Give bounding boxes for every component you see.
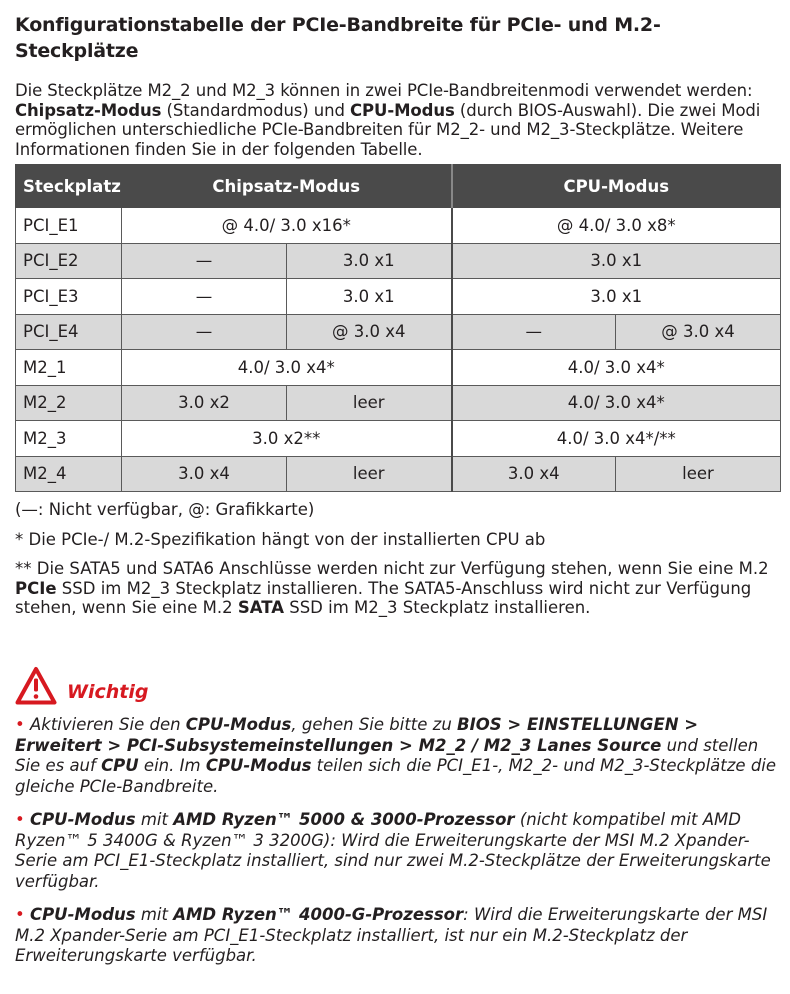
note-bold: PCIe <box>15 578 57 598</box>
cpu-cell: — <box>452 314 616 350</box>
table-row <box>16 279 781 315</box>
bullet-text: , gehen Sie bitte zu <box>291 715 458 734</box>
table-row <box>16 456 781 492</box>
cpu-cell: 3.0 x1 <box>452 279 781 315</box>
cpu-cell: 4.0/ 3.0 x4* <box>452 350 781 386</box>
bullet-dot: • <box>15 905 30 924</box>
bullet-bold: CPU-Modus <box>29 905 136 924</box>
header-cpu-mode: CPU-Modus <box>452 165 781 208</box>
chipset-cell: 3.0 x2 <box>122 385 287 421</box>
page-title: Konfigurationstabelle der PCIe-Bandbreite für PCIe- und M.2-Steckplätze <box>15 14 661 62</box>
bullet-dot: • <box>15 810 30 829</box>
important-title: Wichtig <box>67 681 149 703</box>
table-row <box>16 314 781 350</box>
bullet-text: mit <box>135 905 174 924</box>
chipset-cell: leer <box>287 456 452 492</box>
chipset-cell: 4.0/ 3.0 x4* <box>122 350 452 386</box>
bullet-bold: AMD Ryzen™ 5000 & 3000-Prozessor <box>173 810 515 829</box>
cpu-cell: 3.0 x4 <box>452 456 616 492</box>
important-heading <box>15 664 780 708</box>
table-notes <box>15 500 780 628</box>
header-slot: Steckplatz <box>16 165 122 208</box>
table-row <box>16 208 781 244</box>
bullet-text: (nicht kompatibel mit AMD Ryzen™ 5 3400G & Ryzen™ 3 3200G): Wird die Erweiterungskarte der MSI M.2 Xpander-Serie am PCI_E1-Steckplatz installiert, sind nur zwei M.2-Steckplätze der Erweiterungskarte verfügbar. <box>15 810 771 891</box>
chipset-cell: @ 4.0/ 3.0 x16* <box>122 208 452 244</box>
note-text: SSD im M2_3 Steckplatz installieren. The SATA5-Anschluss wird nicht zur Verfügung stehen, wenn Sie eine M.2 <box>15 578 752 617</box>
cpu-cell: @ 3.0 x4 <box>616 314 781 350</box>
bullet-bold: CPU-Modus <box>29 810 136 829</box>
document-page <box>15 12 780 965</box>
bullet-text: ein. Im <box>138 756 206 775</box>
legend-note: (—: Nicht verfügbar, @: Grafikkarte) <box>15 500 315 519</box>
intro-mode-chipset: Chipsatz-Modus <box>15 100 162 120</box>
bullet-text: mit <box>135 810 174 829</box>
slot-cell: M2_3 <box>16 421 122 457</box>
slot-cell: M2_2 <box>16 385 122 421</box>
chipset-cell: — <box>122 314 287 350</box>
bullet-bold: CPU-Modus <box>205 756 312 775</box>
slot-cell: PCI_E2 <box>16 243 122 279</box>
bullet-bold: CPU <box>101 756 139 775</box>
chipset-cell: — <box>122 279 287 315</box>
table-header-row <box>16 165 781 208</box>
header-chipset-mode: Chipsatz-Modus <box>122 165 452 208</box>
bullet-bold: CPU-Modus <box>185 715 292 734</box>
table-row <box>16 243 781 279</box>
bandwidth-table <box>15 164 781 492</box>
slot-cell: PCI_E4 <box>16 314 122 350</box>
cpu-cell: 3.0 x1 <box>452 243 781 279</box>
important-bullets <box>15 715 780 967</box>
footnote-single-star: * Die PCIe-/ M.2-Spezifikation hängt von der installierten CPU ab <box>15 529 546 549</box>
list-item <box>15 905 780 967</box>
slot-cell: PCI_E1 <box>16 208 122 244</box>
slot-cell: M2_4 <box>16 456 122 492</box>
chipset-cell: @ 3.0 x4 <box>287 314 452 350</box>
bullet-bold: BIOS > EINSTELLUNGEN > Erweitert > PCI-Subsystemeinstellungen > M2_2 / M2_3 Lanes Source <box>15 715 699 755</box>
note-text: SSD im M2_3 Steckplatz installieren. <box>283 598 591 617</box>
chipset-cell: — <box>122 243 287 279</box>
warning-triangle-icon <box>15 666 57 706</box>
bullet-text: Aktivieren Sie den <box>24 715 186 734</box>
footnote-double-star <box>15 559 780 618</box>
bullet-dot: • <box>15 715 25 734</box>
slot-cell: PCI_E3 <box>16 279 122 315</box>
bullet-bold: AMD Ryzen™ 4000-G-Prozessor <box>173 905 464 924</box>
chipset-cell: 3.0 x1 <box>287 243 452 279</box>
list-item <box>15 810 780 892</box>
table-row <box>16 385 781 421</box>
cpu-cell: 4.0/ 3.0 x4*/** <box>452 421 781 457</box>
chipset-cell: 3.0 x4 <box>122 456 287 492</box>
chipset-cell: leer <box>287 385 452 421</box>
cpu-cell: @ 4.0/ 3.0 x8* <box>452 208 781 244</box>
intro-text: (Standardmodus) und <box>161 100 351 120</box>
note-bold: SATA <box>237 598 284 617</box>
table-row <box>16 350 781 386</box>
table-row <box>16 421 781 457</box>
intro-text: (durch BIOS-Auswahl). Die zwei Modi ermöglichen unterschiedliche PCIe-Bandbreiten für M2_2- und M2_3-Steckplätze. Weitere Informationen finden Sie in der folgenden Tabelle. <box>15 100 761 159</box>
bullet-text: und stellen Sie es auf <box>15 735 759 775</box>
bullet-text: : Wird die Erweiterungskarte der MSI M.2 Xpander-Serie am PCI_E1-Steckplatz installiert, ist nur ein M.2-Steckplatz der Erweiterungskarte verfügbar. <box>15 905 768 965</box>
chipset-cell: 3.0 x1 <box>287 279 452 315</box>
intro-text: Die Steckplätze M2_2 und M2_3 können in zwei PCIe-Bandbreitenmodi verwendet werden: <box>15 81 753 100</box>
important-section <box>15 664 780 980</box>
intro-paragraph <box>15 81 780 159</box>
slot-cell: M2_1 <box>16 350 122 386</box>
intro-mode-cpu: CPU-Modus <box>350 100 455 120</box>
cpu-cell: leer <box>616 456 781 492</box>
bullet-text: teilen sich die PCI_E1-, M2_2- und M2_3-Steckplätze die gleiche PCIe-Bandbreite. <box>15 756 777 796</box>
note-text: ** Die SATA5 und SATA6 Anschlüsse werden nicht zur Verfügung stehen, wenn Sie eine M.2 <box>15 559 769 578</box>
chipset-cell: 3.0 x2** <box>122 421 452 457</box>
cpu-cell: 4.0/ 3.0 x4* <box>452 385 781 421</box>
list-item <box>15 715 780 797</box>
